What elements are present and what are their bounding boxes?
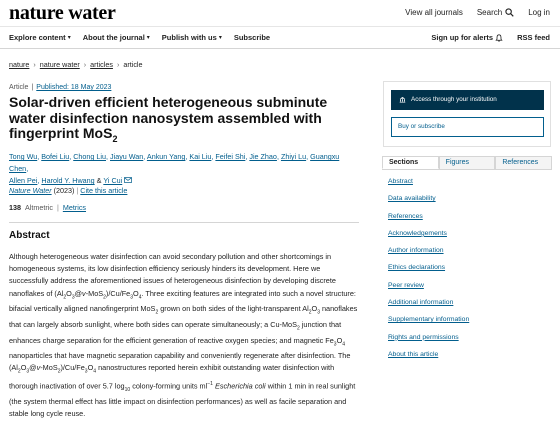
abstract-text-part: -MoS [40, 363, 58, 373]
abstract-text-part: @ [29, 363, 37, 373]
tab-figures[interactable]: Figures [439, 156, 496, 169]
journal-logo[interactable]: nature water [9, 2, 116, 24]
main-nav [0, 27, 560, 49]
search-button[interactable] [477, 8, 514, 17]
metrics-bar [9, 203, 86, 212]
abstract-text-part: . Three exciting features are integrated into such a novel structure: bifacial vertically aligned nanofingerprint MoS [9, 288, 356, 314]
chevron-down-icon: ▾ [67, 35, 71, 41]
abstract-text-part: 2 [57, 368, 61, 375]
breadcrumb [9, 60, 143, 69]
nav-about-label: About the journal [82, 33, 145, 42]
abstract-text-part: 2 [155, 309, 159, 316]
section-link-supplementary-information[interactable]: Supplementary information [388, 316, 470, 324]
divider [9, 222, 359, 223]
author-link[interactable]: Jiayu Wan [110, 152, 144, 161]
section-link-references[interactable]: References [388, 212, 423, 220]
abstract-text-part: 3 [317, 309, 320, 316]
nav-publish-label: Publish with us [161, 33, 217, 42]
publication-year: (2023) [51, 186, 75, 195]
search-label: Search [476, 8, 503, 17]
abstract-text-part: 3 [26, 368, 30, 375]
abstract-text-part: O [336, 335, 343, 345]
abstract-text-part: 4 [138, 294, 142, 301]
abstract-text-part: O [66, 288, 72, 298]
author-link[interactable]: Bofei Liu [41, 152, 70, 161]
abstract-text-part: within 1 min in real sunlight (the system thermal effect has little impact on disinfection performances) as well as facile separation and stable long cycle reuse. [9, 381, 356, 419]
author-link[interactable]: Zhiyi Lu [280, 152, 307, 161]
abstract-text-part: O [20, 363, 27, 373]
login-button[interactable] [528, 8, 550, 17]
abstract-text-part: 3 [333, 341, 337, 348]
abstract-text-part: 3 [130, 294, 134, 301]
breadcrumb-separator: › [83, 60, 87, 69]
author-link[interactable]: Feifei Shi [215, 152, 246, 161]
access-institution-label: Access through your institution [411, 96, 497, 103]
title-text: Solar-driven efficient heterogeneous subminute water disinfection nanosystem assembled with fingerprint MoS [9, 94, 328, 141]
abstract-text-part: 2 [103, 294, 106, 301]
abstract-text [9, 251, 359, 421]
institution-icon [399, 95, 406, 104]
abstract-text-part: Escherichia coli [214, 381, 266, 391]
sign-up-alerts-link[interactable] [431, 33, 503, 42]
tab-references[interactable]: References [495, 156, 552, 169]
nav-subscribe[interactable]: Subscribe [233, 33, 271, 42]
abstract-text-part: -MoS [85, 288, 104, 298]
abstract-text-part: )/Cu/Fe [60, 363, 85, 373]
top-bar [0, 0, 560, 27]
abstract-text-part: 2 [308, 309, 312, 316]
rss-feed-link[interactable] [517, 33, 550, 42]
abstract-text-part: O [87, 363, 94, 373]
cite-article-link[interactable]: Cite this article [80, 186, 128, 195]
abstract-text-part: junction that enhances charge separation for the efficient generation of reactive oxygen species; and magnetic Fe [9, 319, 342, 345]
abstract-text-part: grown on both sides of the light-transparent Al [158, 304, 309, 314]
section-link-abstract[interactable]: Abstract [388, 178, 413, 185]
abstract-text-part: 10 [124, 386, 131, 393]
nav-about-journal[interactable] [83, 33, 150, 42]
abstract-text-part: nanoflakes that can largely absorb sunlight, where both sides can operate simultaneously; a Cu-MoS [9, 304, 358, 329]
nav-explore-content[interactable] [9, 33, 71, 42]
section-link-ethics-declarations[interactable]: Ethics declarations [388, 264, 446, 272]
author-link[interactable]: Harold Y. Hwang [41, 176, 95, 185]
abstract-text-part: 2 [63, 294, 67, 301]
search-icon [505, 8, 514, 17]
chevron-down-icon: ▾ [146, 35, 150, 41]
breadcrumb-articles[interactable]: articles [90, 60, 113, 69]
abstract-text-part: 3 [84, 368, 88, 375]
journal-name-link[interactable]: Nature Water [9, 186, 52, 195]
rss-feed-label: RSS feed [517, 33, 550, 42]
section-link-data-availability[interactable]: Data availability [388, 195, 436, 203]
breadcrumb-separator: › [116, 60, 120, 69]
access-institution-button[interactable] [391, 90, 544, 110]
altmetric-label: Altmetric [25, 203, 53, 212]
sidebar-tabs [382, 156, 552, 170]
abstract-text-part: 2 [17, 368, 21, 375]
article-meta [9, 84, 111, 91]
author-link[interactable]: Guangxu Chen [9, 152, 340, 173]
nav-right [431, 33, 550, 42]
nav-left [9, 33, 270, 42]
author-ampersand: & [96, 176, 102, 185]
breadcrumb-nature-water[interactable]: nature water [39, 60, 80, 69]
abstract-text-part: 4 [93, 368, 97, 375]
abstract-text-part: )/Cu/Fe [105, 288, 131, 298]
section-link-peer-review[interactable]: Peer review [388, 281, 424, 289]
author-link[interactable]: Tong Wu [9, 152, 38, 161]
abstract-text-part: −1 [207, 381, 213, 388]
top-right-links [405, 8, 550, 17]
sign-up-alerts-label: Sign up for alerts [431, 33, 494, 42]
bell-icon [495, 34, 503, 42]
abstract-heading: Abstract [9, 230, 50, 241]
author-link[interactable]: Chong Liu [73, 152, 106, 161]
breadcrumb-current: article [123, 60, 143, 69]
title-subscript: 2 [112, 133, 118, 144]
abstract-text-part: 2 [296, 325, 300, 332]
access-box [383, 81, 551, 147]
buy-subscribe-button[interactable]: Buy or subscribe [391, 117, 544, 137]
article-title [9, 95, 349, 147]
email-icon[interactable] [124, 177, 132, 183]
nav-explore-label: Explore content [9, 33, 66, 42]
author-list: Tong Wu, Bofei Liu, Chong Liu, Jiayu Wan, Ankun Yang, Kai Liu, Feifei Shi, Jie Zhao, Zhiyi Lu, Guangxu Chen, Allen Pei, Harold Y. Hwang & Yi Cui [9, 152, 340, 185]
article-type: Article [9, 84, 29, 91]
altmetric-count: 138 [9, 203, 21, 212]
citation-line [9, 186, 127, 195]
abstract-text-part: nanostructures reported herein exhibit outstanding water disinfection with thorough inactivation of over 5.7 log [9, 363, 335, 391]
section-link-acknowledgements[interactable]: Acknowledgements [388, 229, 447, 237]
abstract-text-part: Although heterogeneous water disinfection can avoid secondary pollution and other shortcomings in homogeneous systems, its low disinfection efficiency seriously hinders its development. Here we successfully address the aforementioned issues of heterogeneous disinfection by developing discrete nanoflakes of (Al [9, 252, 336, 298]
section-link-about-article[interactable]: About this article [388, 350, 439, 358]
metrics-separator: | [56, 203, 59, 212]
section-link-author-information[interactable]: Author information [388, 247, 444, 255]
abstract-text-part: 3 [71, 294, 75, 301]
login-label: Log in [528, 8, 550, 17]
citation-separator: | [76, 186, 79, 195]
author-link[interactable]: Yi Cui [103, 176, 123, 185]
abstract-text-part: colony-forming units ml [130, 381, 208, 391]
abstract-text-part: @ [74, 288, 83, 298]
author-link[interactable]: Allen Pei [9, 176, 38, 185]
breadcrumb-separator: › [33, 60, 36, 69]
chevron-down-icon: ▾ [218, 35, 222, 41]
published-date[interactable]: Published: 18 May 2023 [36, 84, 112, 91]
abstract-text-part: nanoparticles that have magnetic separation capability and conveniently regenerate after disinfection. The (Al [9, 351, 351, 373]
sections-list [388, 178, 469, 368]
abstract-text-part: v [36, 363, 41, 373]
section-link-additional-information[interactable]: Additional information [388, 299, 454, 307]
breadcrumb-nature[interactable]: nature [9, 60, 30, 69]
section-link-rights-permissions[interactable]: Rights and permissions [388, 333, 459, 341]
abstract-text-part: O [311, 304, 318, 314]
nav-publish-with-us[interactable] [162, 33, 222, 42]
author-link[interactable]: Ankun Yang [146, 152, 186, 161]
abstract-text-part: 4 [342, 341, 346, 348]
abstract-text-part: v [82, 288, 86, 298]
author-link[interactable]: Kai Liu [189, 152, 212, 161]
tab-sections[interactable]: Sections [382, 156, 439, 169]
metrics-link[interactable]: Metrics [62, 203, 87, 212]
meta-separator: | [31, 84, 34, 91]
view-all-journals-link[interactable]: View all journals [405, 8, 463, 17]
abstract-text-part: O [133, 288, 139, 298]
author-link[interactable]: Jie Zhao [249, 152, 277, 161]
